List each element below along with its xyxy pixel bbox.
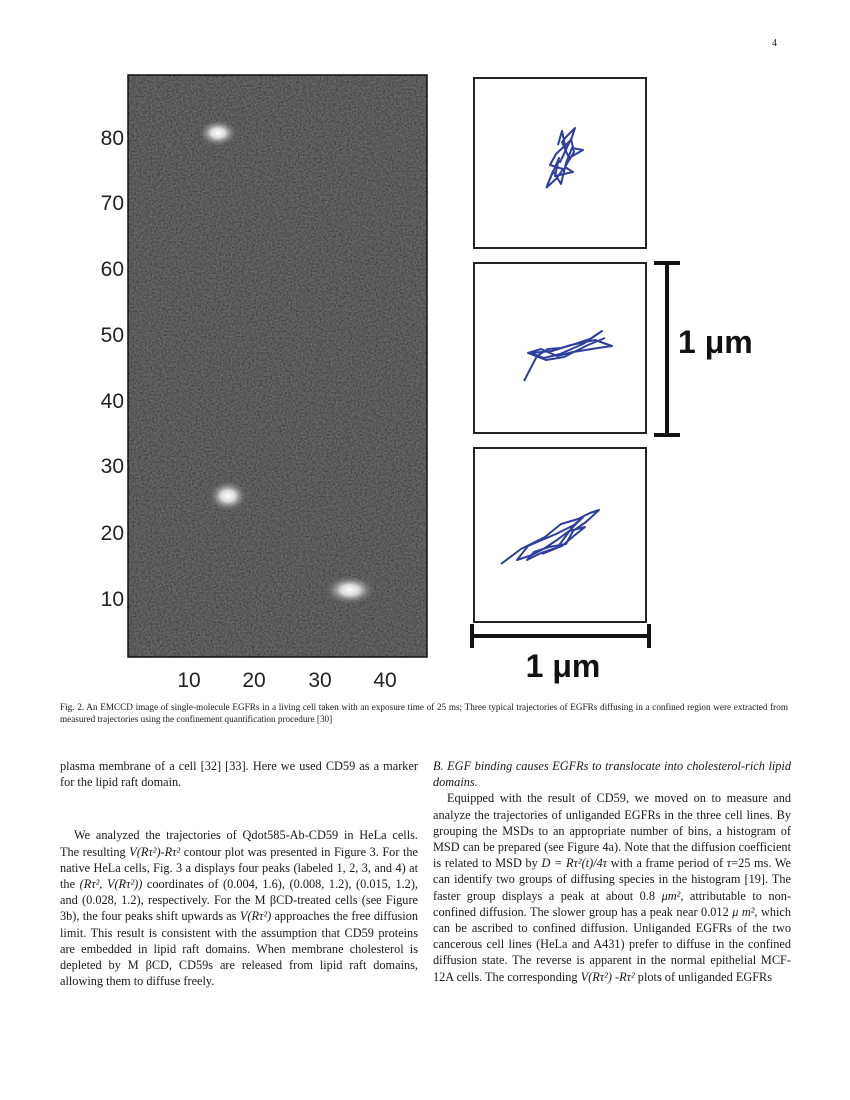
paragraph: Equipped with the result of CD59, we moved on to measure and analyze the trajectories of unliganded EGFRs in the three cell lines. By grouping the MSDs to an appropriate number of bins, a histogram of MSD can be prepared (see Figure 4a). Note that the diffusion coefficient is related to MSD by D = Rτ²(t)/4τ with a frame period of τ=25 ms. We can identify two groups of diffusing species in the histogram [19]. The faster group displays a peak at about 0.8 μm², attributable to non-confined diffusion. The slower group has a peak near 0.012 μ m², which can be ascribed to confined diffusion. Unliganded EGFRs of the two cancerous cell lines (HeLa and A431) prefer to diffuse in the confined diffusion state. The reverse is apparent in the normal epithelial MCF-12A cells. The corresponding V(Rτ²) -Rτ² plots of unliganded EGFRs: [433, 791, 791, 984]
scale-bar-label: 1 μm: [678, 324, 753, 360]
x-tick: 30: [308, 669, 332, 690]
y-tick: 40: [100, 390, 124, 413]
paragraph: plasma membrane of a cell [32] [33]. Here we used CD59 as a marker for the lipid raft domain.: [60, 759, 418, 790]
x-tick: 20: [242, 669, 266, 690]
y-tick: 50: [100, 324, 124, 347]
fluorescent-spot: [198, 119, 238, 147]
page-number: 4: [772, 38, 777, 49]
emccd-image: [128, 75, 427, 657]
right-column: [433, 758, 791, 985]
y-tick: 10: [100, 588, 124, 611]
trajectory-box: [474, 78, 646, 248]
y-tick: 60: [100, 258, 124, 281]
y-tick: 20: [100, 522, 124, 545]
paragraph: We analyzed the trajectories of Qdot585-Ab-CD59 in HeLa cells. The resulting V(Rτ²)-Rτ² contour plot was presented in Figure 3. For the native HeLa cells, Fig. 3 a displays four peaks (labeled 1, 2, 3, and 4) at the (Rτ², V(Rτ²)) coordinates of (0.004, 1.6), (0.008, 1.2), (0.015, 1.2), and (0.028, 1.2), respectively. For the M βCD-treated cells (see Figure 3b), the four peaks shift upwards as V(Rτ²) approaches the free diffusion limit. This result is consistent with the assumption that CD59 proteins are embedded in lipid raft domains. When membrane cholesterol is depleted by M βCD, CD59s are released from lipid raft domains, allowing them to diffuse freely.: [60, 828, 418, 989]
trajectory-panels: [474, 78, 646, 622]
y-tick-labels: [101, 127, 124, 611]
horizontal-scale-bar: [472, 624, 649, 684]
x-tick: 40: [373, 669, 397, 690]
figure-caption: Fig. 2. An EMCCD image of single-molecule EGFRs in a living cell taken with an exposure time of 25 ms; Three typical trajectories of EGFRs diffusing in a confined region were extracted from measured trajectories using the confinement quantification procedure [30]: [60, 702, 788, 724]
trajectory-box: [474, 448, 646, 622]
x-tick-labels: [177, 669, 396, 690]
fluorescent-spot: [324, 575, 376, 605]
vertical-scale-bar: [654, 263, 753, 435]
left-column: [60, 758, 418, 989]
fluorescent-spot: [208, 480, 248, 512]
y-tick: 30: [100, 455, 124, 478]
section-heading: B. EGF binding causes EGFRs to translocate into cholesterol-rich lipid domains.: [433, 759, 791, 790]
scale-bar-label: 1 μm: [525, 648, 601, 684]
x-tick: 10: [177, 669, 201, 690]
y-tick: 70: [100, 192, 124, 215]
y-tick: 80: [100, 127, 124, 150]
